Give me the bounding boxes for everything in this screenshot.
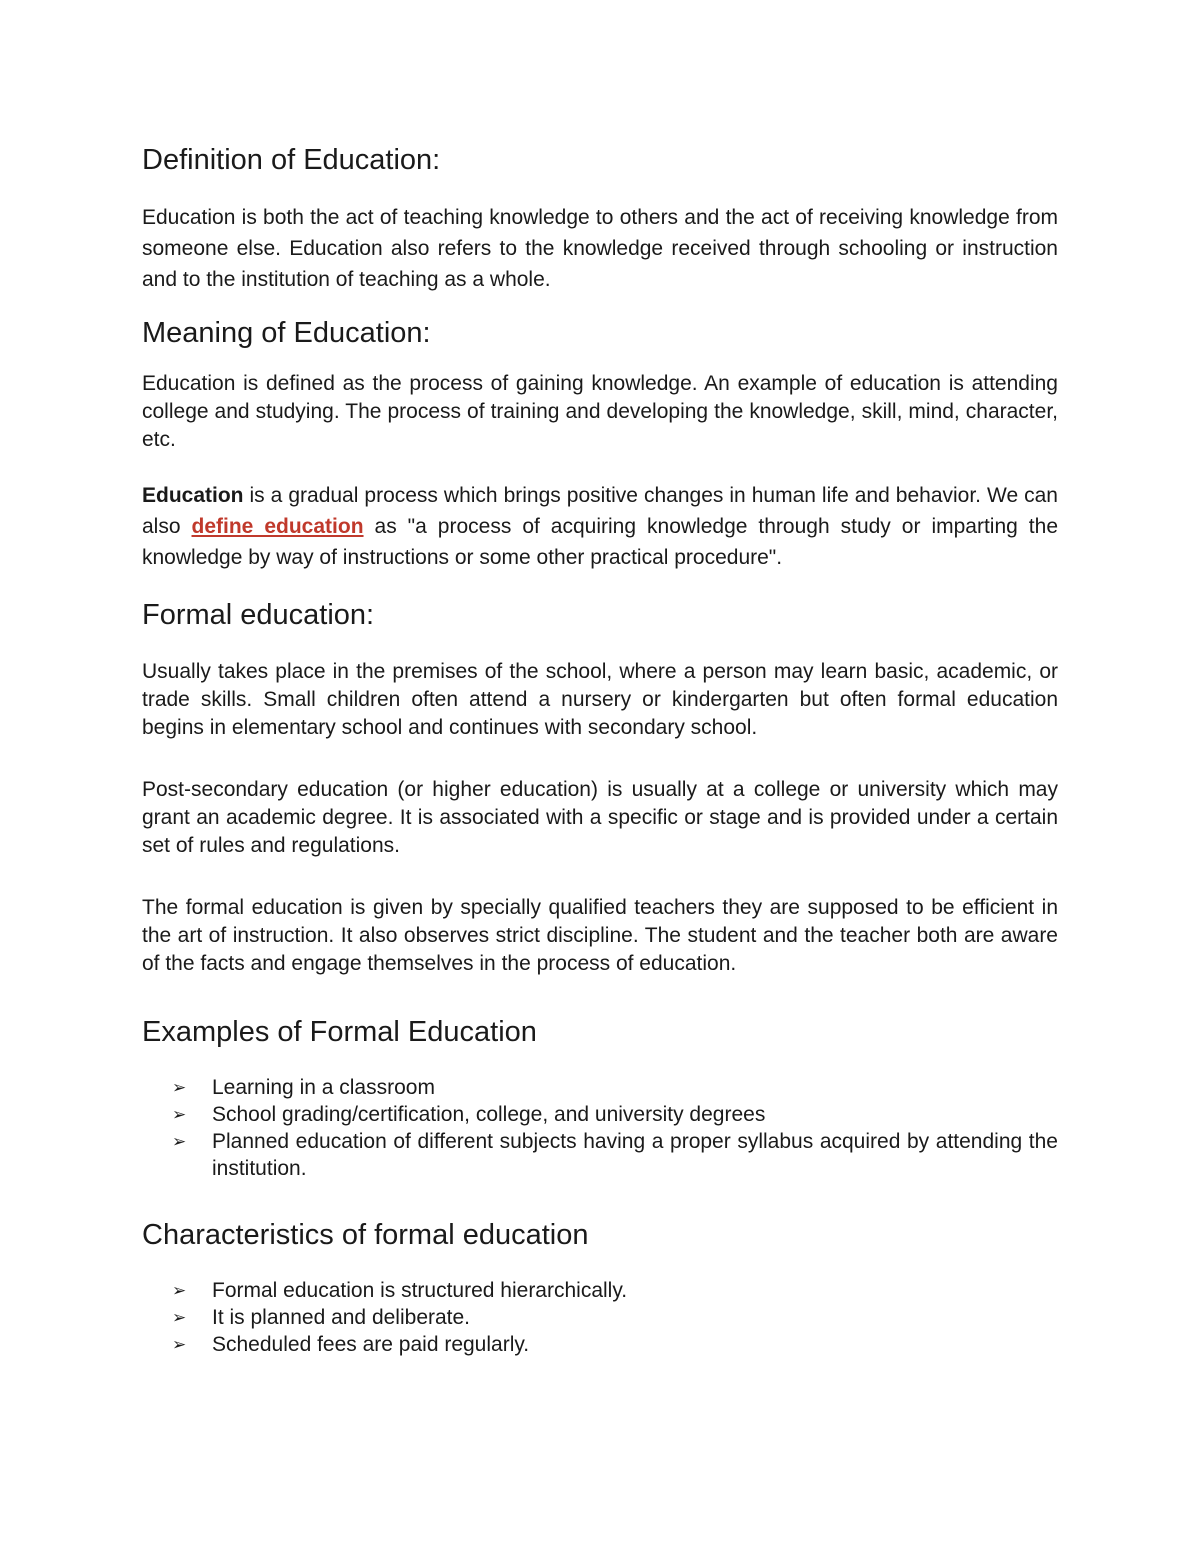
arrow-bullet-icon: ➢: [172, 1308, 187, 1327]
meaning-paragraph-2-part-2: as "a process of acquiring knowledge through study or imparting the knowledge by way of instructions or some other practical procedure".: [142, 515, 1058, 569]
define-education-link[interactable]: define education: [191, 515, 364, 538]
characteristics-list: [142, 1277, 1058, 1358]
list-item: ➢ School grading/certification, college, and university degrees: [172, 1103, 766, 1126]
heading-definition: Definition of Education:: [142, 144, 441, 176]
list-item: ➢ Planned education of different subjects having a proper syllabus acquired by attending the institution.: [172, 1130, 1058, 1180]
meaning-paragraph-1: Education is defined as the process of gaining knowledge. An example of education is attending college and studying. The process of training and developing the knowledge, skill, mind, character, etc.: [142, 372, 1058, 451]
arrow-bullet-icon: ➢: [172, 1335, 187, 1354]
examples-list: [142, 1074, 1058, 1182]
list-item: ➢ Formal education is structured hierarchically.: [172, 1279, 628, 1302]
list-item: ➢ Learning in a classroom: [172, 1076, 435, 1099]
heading-examples: Examples of Formal Education: [142, 1016, 537, 1048]
heading-characteristics: Characteristics of formal education: [142, 1219, 589, 1251]
document-page: [142, 140, 1058, 1358]
meaning-paragraph-2: [142, 480, 1058, 573]
heading-meaning: Meaning of Education:: [142, 317, 431, 349]
list-item: ➢ It is planned and deliberate.: [172, 1306, 471, 1329]
arrow-bullet-icon: ➢: [172, 1105, 187, 1124]
heading-formal-education: Formal education:: [142, 599, 375, 631]
formal-paragraph-2: Post-secondary education (or higher education) is usually at a college or university which may grant an academic degree. It is associated with a specific or stage and is provided under a certain set of rules and regulations.: [142, 778, 1058, 857]
arrow-bullet-icon: ➢: [172, 1281, 187, 1300]
education-bold-term: Education: [142, 484, 244, 507]
arrow-bullet-icon: ➢: [172, 1078, 187, 1097]
meaning-paragraph-2-part-1: is a gradual process which brings positive changes in human life and behavior. We can also: [142, 484, 1058, 538]
list-item: ➢ Scheduled fees are paid regularly.: [172, 1333, 530, 1356]
arrow-bullet-icon: ➢: [172, 1132, 187, 1151]
formal-paragraph-3: The formal education is given by specially qualified teachers they are supposed to be efficient in the art of instruction. It also observes strict discipline. The student and the teacher both are aware of the facts and engage themselves in the process of education.: [142, 896, 1058, 975]
definition-paragraph: Education is both the act of teaching knowledge to others and the act of receiving knowledge from someone else. Education also refers to the knowledge received through schooling or instruction and to the institution of teaching as a whole.: [142, 206, 1058, 291]
formal-paragraph-1: Usually takes place in the premises of the school, where a person may learn basic, academic, or trade skills. Small children often attend a nursery or kindergarten but often formal education begins in elementary school and continues with secondary school.: [142, 660, 1058, 739]
